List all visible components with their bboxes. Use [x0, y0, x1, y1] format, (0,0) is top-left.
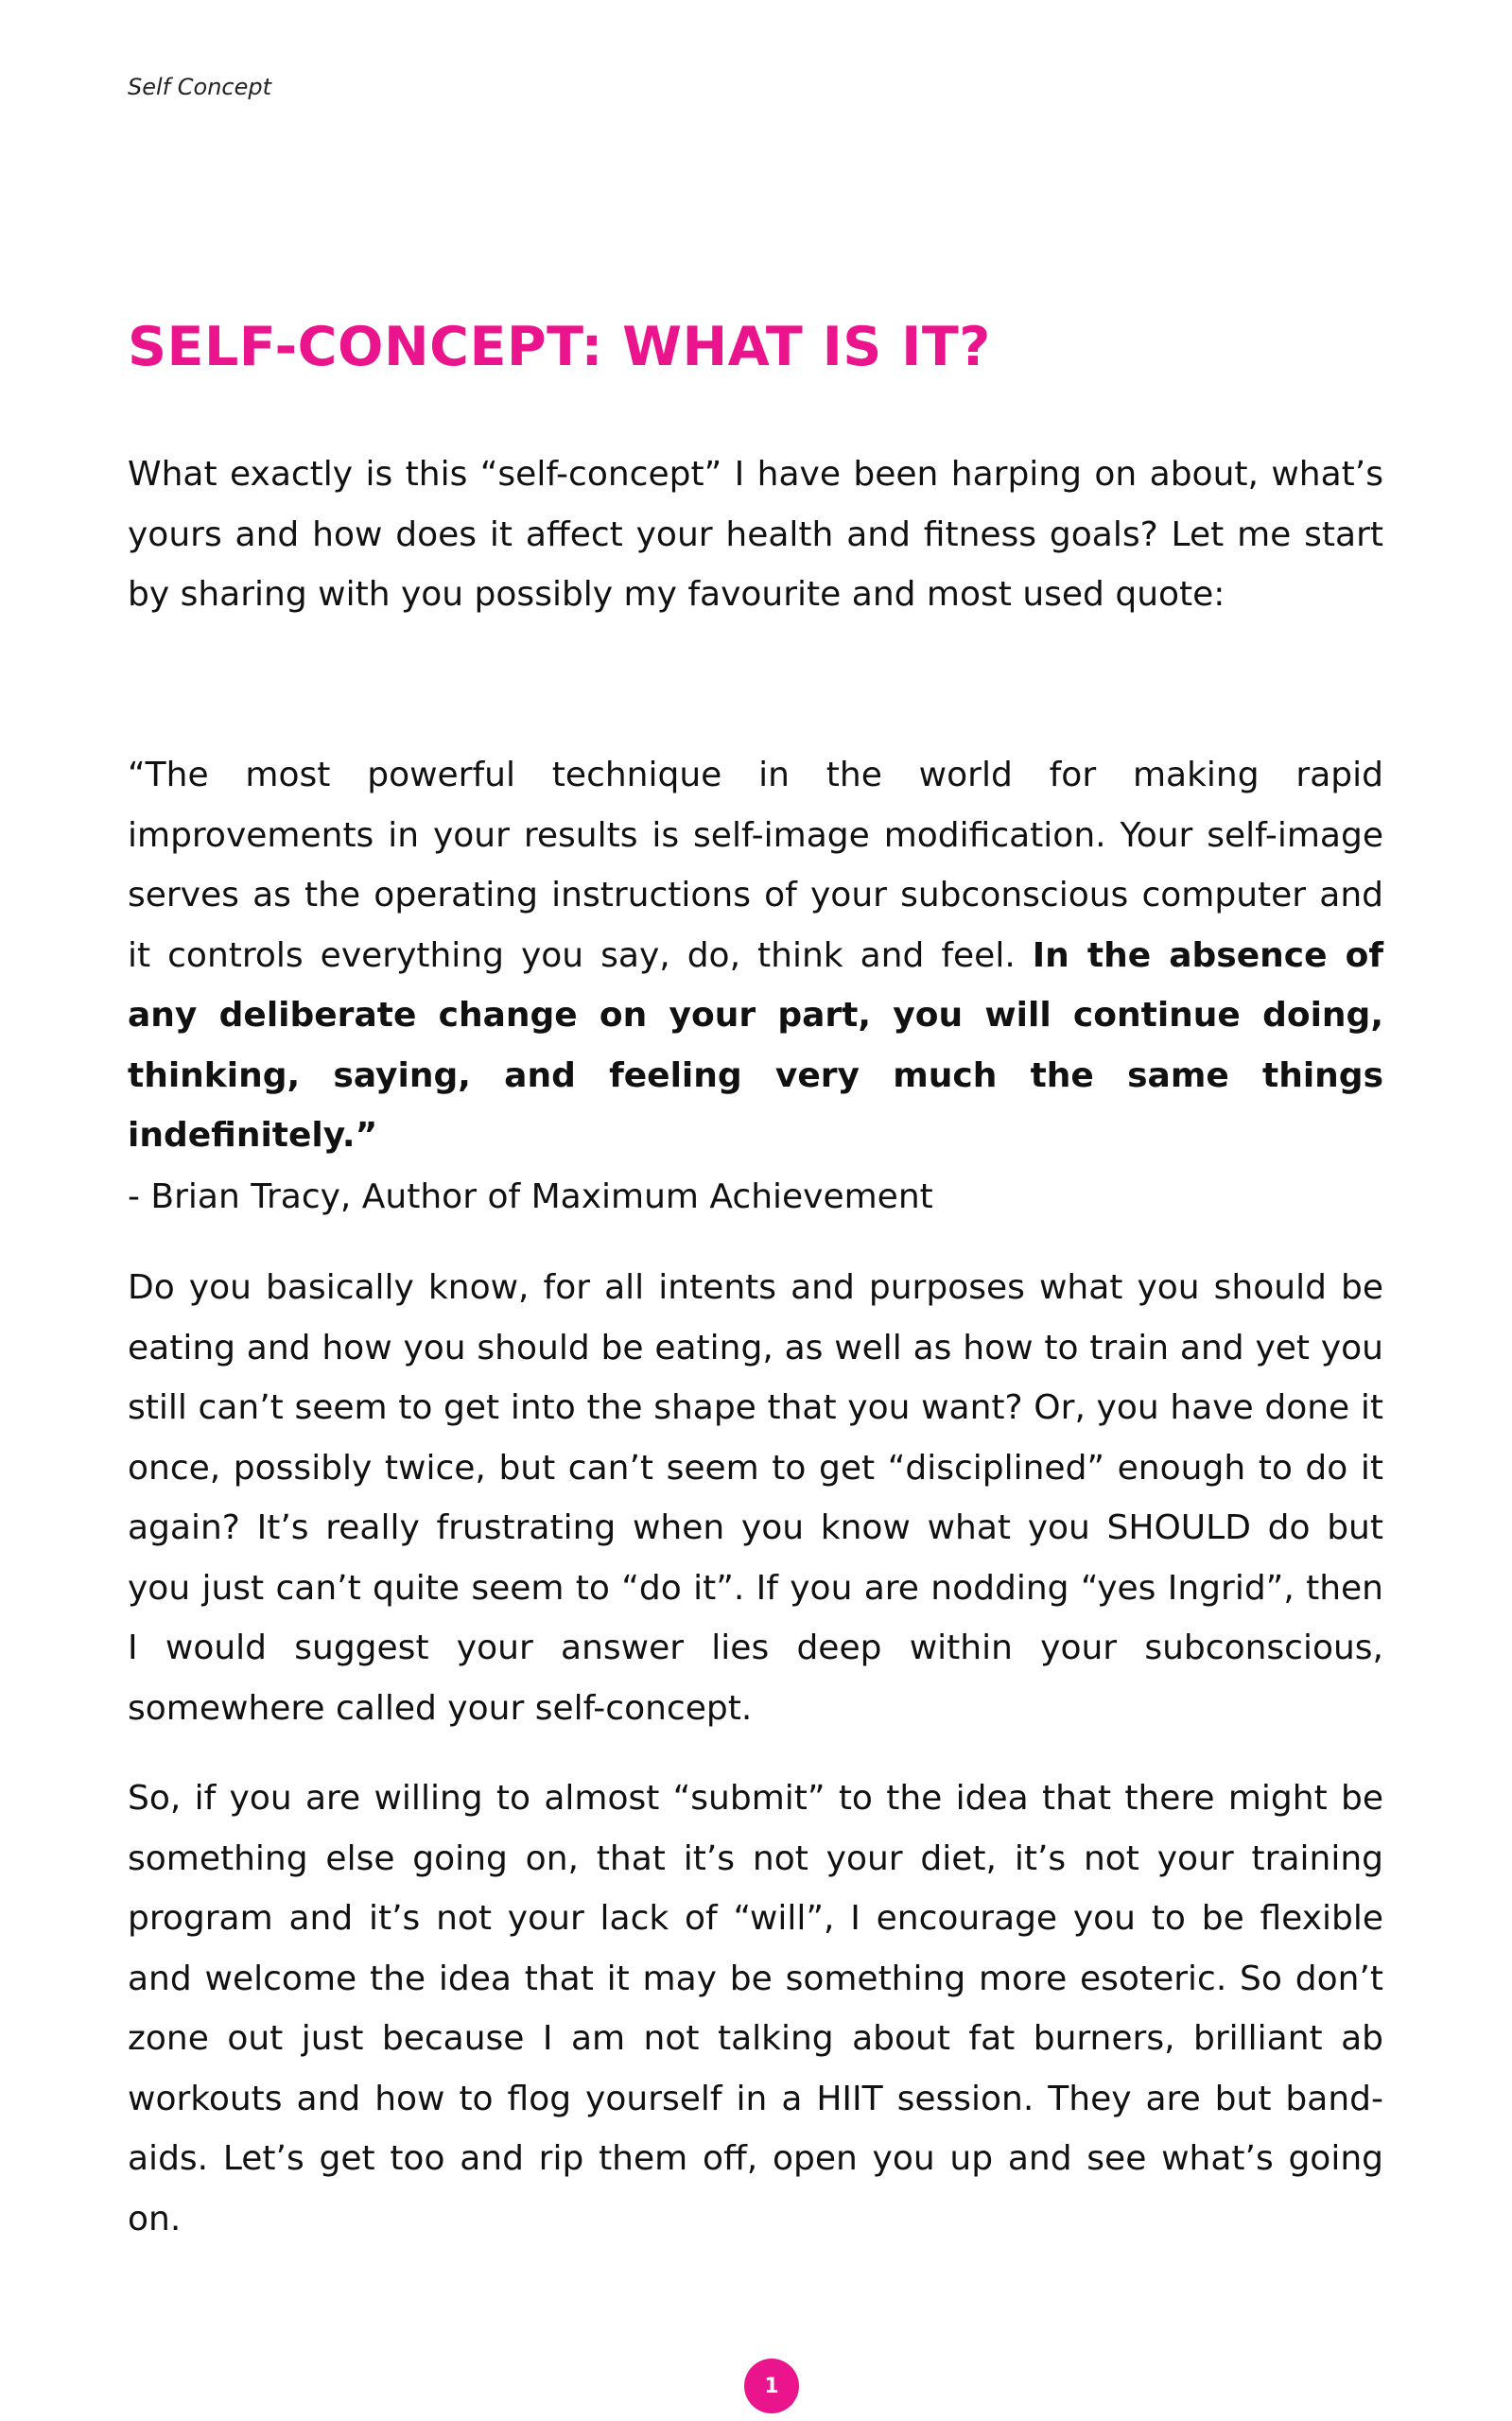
body-paragraph-2: Do you basically know, for all intents and purposes what you should be eating and how you should be eating, as well as how to train and yet you still can’t seem to get into the shape that you want? Or, you have done it once, possibly twice, but can’t seem to get “disciplined” enough to do it again? It’s really frustrating when you know what you SHOULD do but you just can’t quite seem to “do it”. If you are nodding “yes Ingrid”, then I would suggest your answer lies deep within your subconscious, somewhere called your self-concept. — [128, 1268, 1383, 1728]
body-paragraph-3: So, if you are willing to almost “submit” to the idea that there might be something else going on, that it’s not your diet, it’s not your training program and it’s not your lack of “will”, I encourage you to be flexible and welcome the idea that it may be something more esoteric. So don’t zone out just because I am not talking about fat burners, brilliant ab workouts and how to flog yourself in a HIIT session. They are but band-aids. Let’s get too and rip them off, open you up and see what’s going on. — [128, 1779, 1383, 2238]
quote-attribution: - Brian Tracy, Author of Maximum Achievement — [128, 1177, 933, 1216]
quote-block — [128, 745, 1383, 1166]
quote-text: “The most powerful technique in the world for making rapid improvements in your results is self-image modification. Your self-image serves as the operating instructions of your subconscious computer and it controls everything you say, do, think and feel. — [128, 756, 1383, 975]
page-title: SELF-CONCEPT: WHAT IS IT? — [128, 316, 991, 378]
intro-paragraph: What exactly is this “self-concept” I have been harping on about, what’s yours and how does it affect your health and fitness goals? Let me start by sharing with you possibly my favourite and most used quote: — [128, 455, 1383, 614]
running-header: Self Concept — [128, 74, 272, 100]
quote-emphasis: In the absence of any deliberate change on your part, you will continue doing, thinking, saying, and feeling very much the same things indefinitely.” — [128, 935, 1384, 1155]
page-number-badge: 1 — [744, 2359, 799, 2413]
